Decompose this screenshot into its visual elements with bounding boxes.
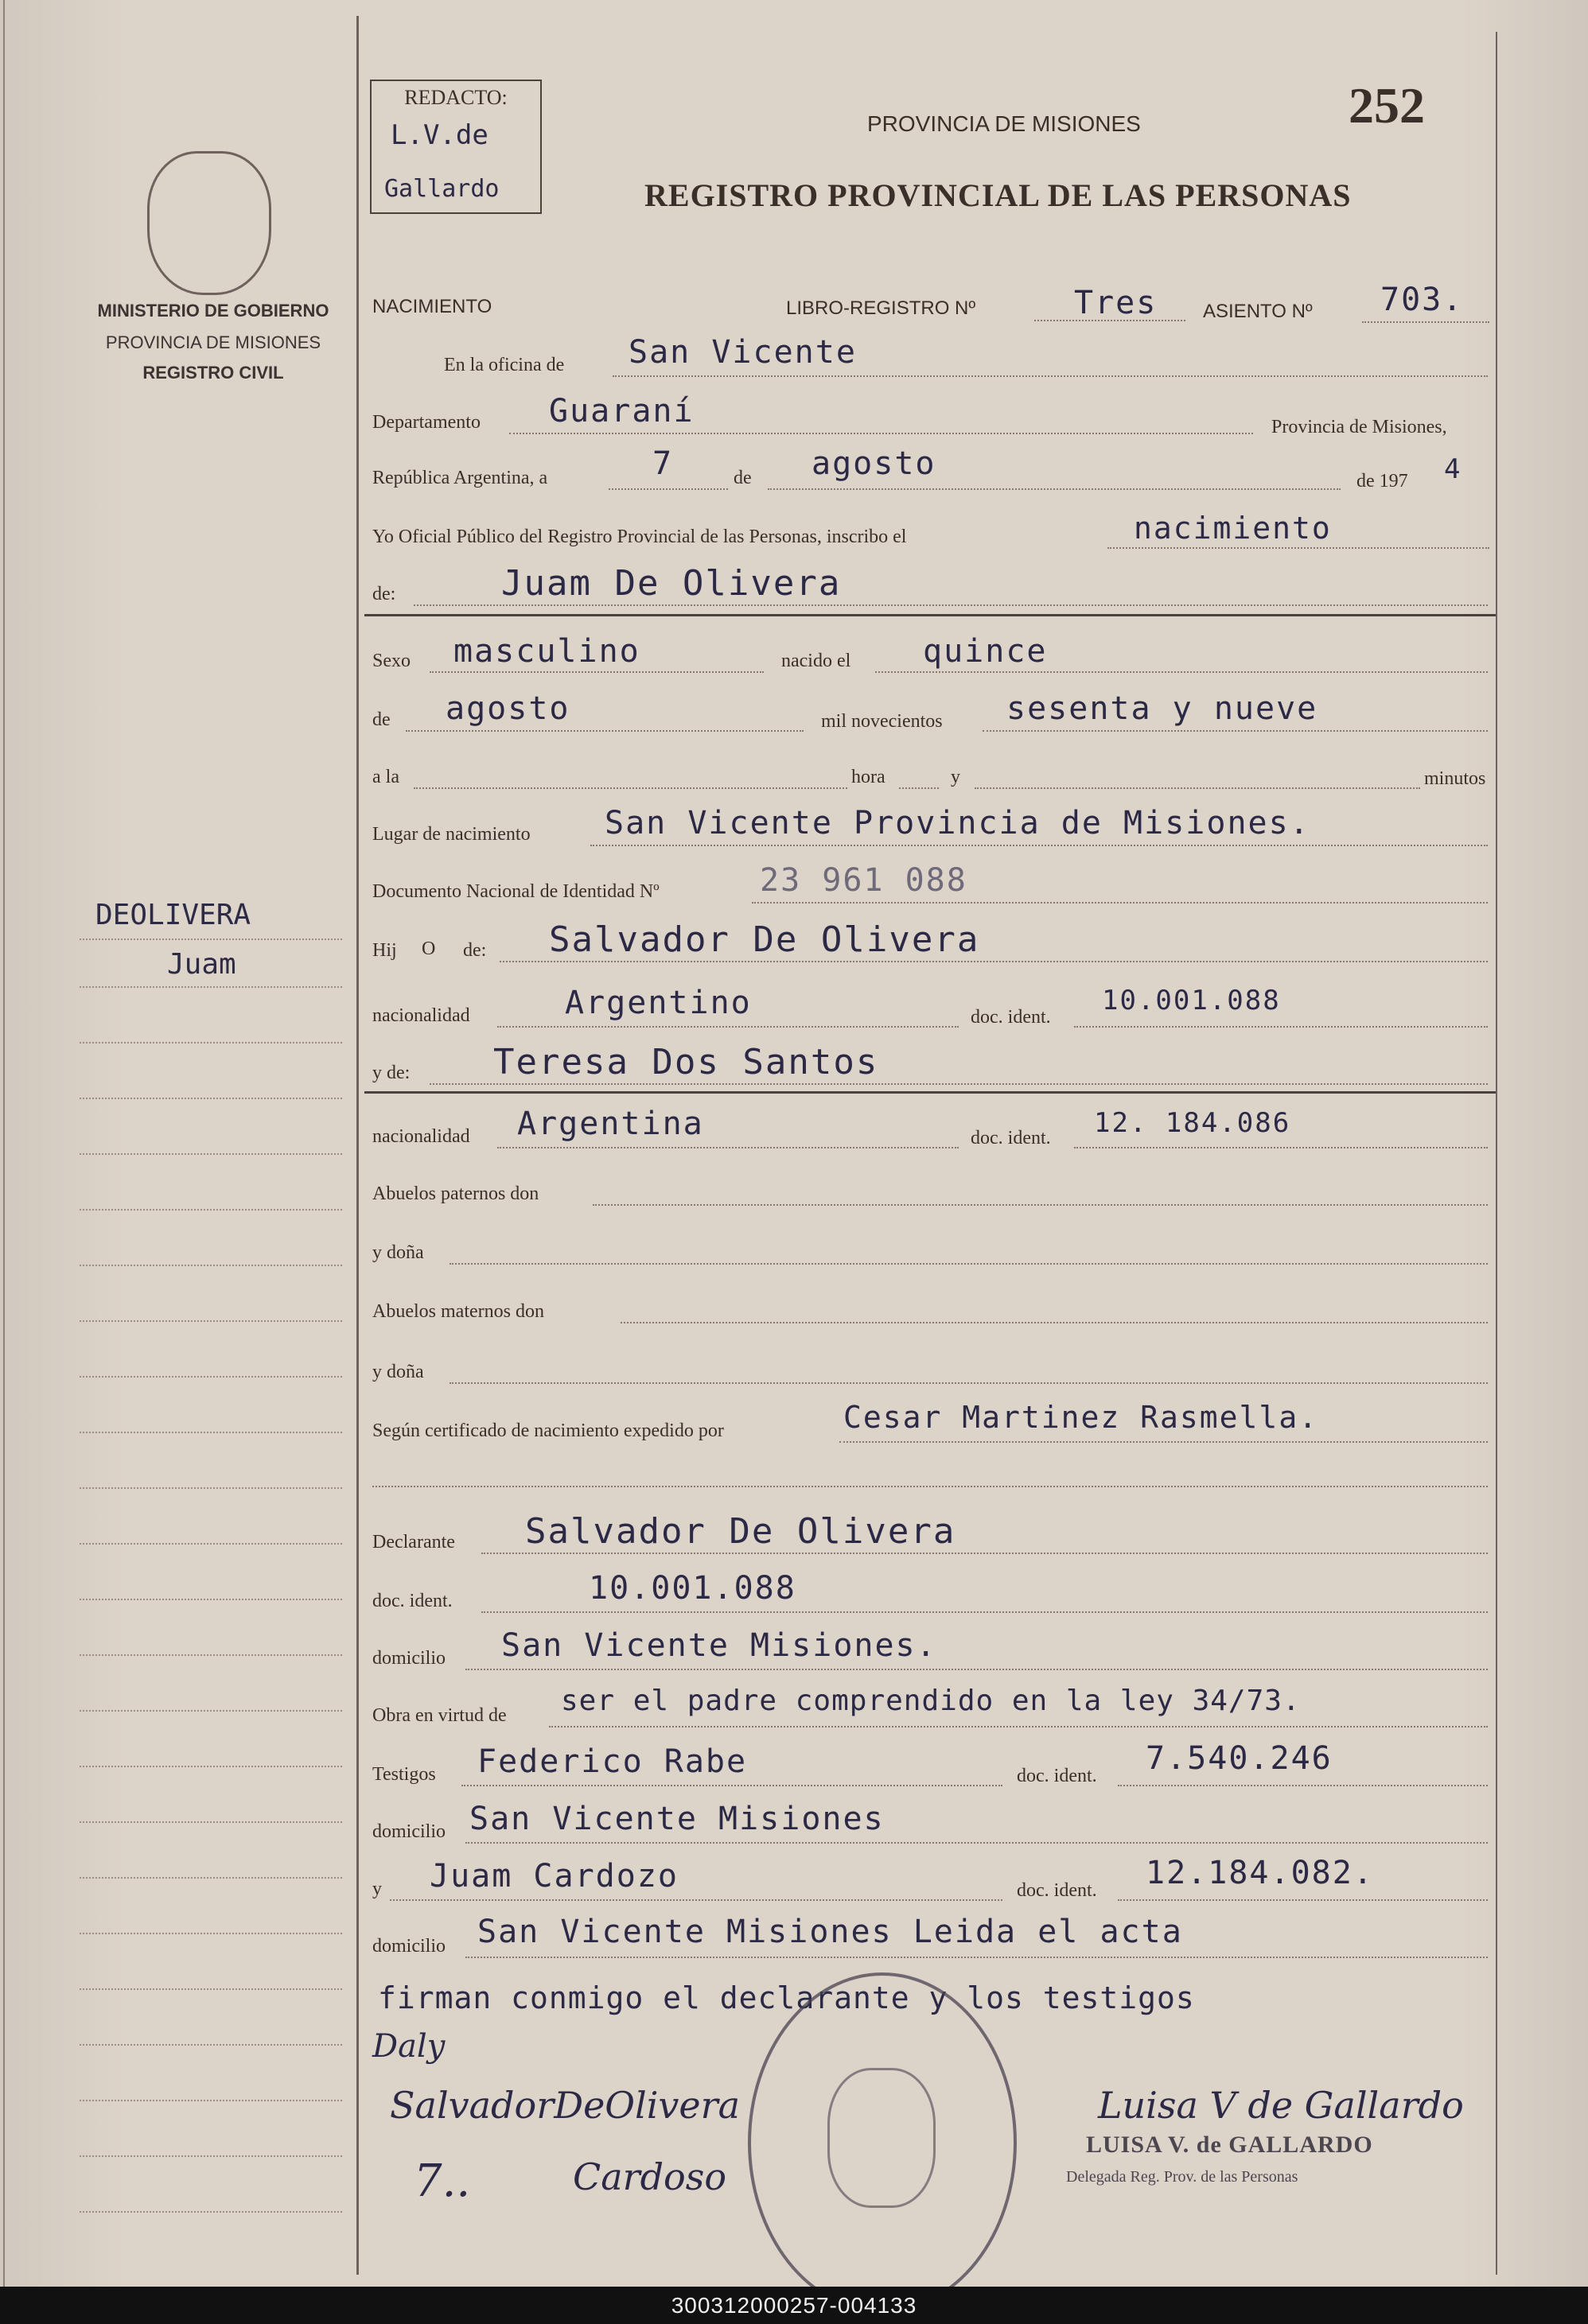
doc3-label: doc. ident.: [372, 1591, 453, 1611]
left-heading-ministry: MINISTERIO DE GOBIERNO: [97, 301, 329, 321]
padre-value: Salvador De Olivera: [549, 919, 980, 960]
yde-label: y de:: [372, 1063, 411, 1083]
margin-rule: [80, 1543, 342, 1545]
margin-rule: [80, 2155, 342, 2157]
right-page-border: [1496, 32, 1497, 2275]
left-margin-divider: [356, 16, 359, 2275]
declarante-line: [481, 1553, 1488, 1554]
abuelos-maternos-label: Abuelos maternos don: [372, 1301, 544, 1322]
signature-oficial: Luisa V de Gallardo: [1098, 2084, 1464, 2127]
hijo-label: Hij: [372, 940, 397, 961]
margin-rule: [80, 1654, 342, 1656]
departamento-value: Guaraní: [549, 393, 695, 429]
persona-line: [414, 604, 1488, 606]
y-label: y: [951, 767, 960, 787]
margin-rule: [80, 986, 342, 988]
mes-value: agosto: [812, 445, 936, 482]
sexo-line: [430, 671, 764, 673]
doc2-line: [1074, 1147, 1488, 1148]
hora-line: [414, 787, 847, 789]
obra-line: [549, 1726, 1488, 1727]
margin-rule: [80, 1042, 342, 1043]
domicilio2-value: San Vicente Misiones: [469, 1801, 885, 1837]
departamento-label: Departamento: [372, 412, 481, 433]
divider-rule: [364, 1091, 1496, 1094]
de2-label: de: [372, 709, 391, 730]
doc3-value: 10.001.088: [589, 1570, 796, 1607]
padre-line: [500, 961, 1488, 962]
province-seal-icon: [147, 151, 271, 295]
libro-value: Tres: [1074, 285, 1158, 321]
declarante-value: Salvador De Olivera: [525, 1511, 956, 1552]
doc5-value: 12.184.082.: [1146, 1855, 1374, 1891]
nac1-value: Argentino: [565, 985, 752, 1021]
firma-line-text: firman conmigo el declarante y los testigos: [378, 1980, 1195, 2015]
dia-value: 7: [652, 445, 674, 482]
nac1-line: [497, 1026, 959, 1028]
margin-rule: [80, 1821, 342, 1823]
divider-rule: [364, 614, 1496, 616]
certificado-line: [839, 1441, 1488, 1443]
dni-line: [752, 902, 1488, 904]
margin-rule: [80, 1376, 342, 1378]
oficial-label: Yo Oficial Público del Registro Provincial de las Personas, inscribo el: [372, 527, 907, 547]
lugar-label: Lugar de nacimiento: [372, 824, 531, 845]
redacto-box: [370, 80, 542, 214]
provincia-suffix: Provincia de Misiones,: [1271, 417, 1447, 437]
hora-line-2: [899, 787, 939, 789]
y-dona-label-2: y doña: [372, 1362, 424, 1382]
certificado-value: Cesar Martinez Rasmella.: [843, 1400, 1319, 1435]
doc1-label: doc. ident.: [971, 1007, 1051, 1028]
mil-value: sesenta y nueve: [1006, 690, 1318, 727]
anio-value: 4: [1444, 453, 1462, 485]
domicilio2-line: [465, 1842, 1488, 1844]
oficina-value: San Vicente: [629, 334, 857, 371]
margin-rule: [80, 2211, 342, 2213]
nac2-line: [497, 1147, 959, 1148]
lugar-value: San Vicente Provincia de Misiones.: [605, 805, 1310, 841]
oficina-line: [613, 375, 1488, 377]
signature-testigo1: 7..: [414, 2155, 471, 2207]
nacido-line: [875, 671, 1488, 673]
doc1-value: 10.001.088: [1102, 985, 1281, 1016]
testigo1-value: Federico Rabe: [477, 1743, 748, 1780]
margin-rule: [80, 1432, 342, 1433]
doc5-label: doc. ident.: [1017, 1880, 1097, 1901]
margin-rule: [80, 1710, 342, 1712]
dni-label: Documento Nacional de Identidad Nº: [372, 881, 660, 902]
mes-line: [768, 488, 1341, 490]
mil-line: [983, 730, 1488, 732]
oficial-line: [1107, 547, 1489, 549]
asiento-value: 703.: [1380, 282, 1464, 318]
barcode-strip: [0, 2287, 1588, 2324]
testigo1-line: [461, 1785, 1002, 1786]
margin-rule: [80, 1877, 342, 1879]
dia-line: [609, 488, 728, 490]
mil-label: mil novecientos: [821, 711, 943, 732]
hijo-letter: O: [422, 939, 436, 959]
y-dona-line-1: [450, 1263, 1488, 1265]
sexo-label: Sexo: [372, 651, 411, 671]
binding-edge: [3, 0, 5, 2287]
madre-line: [430, 1083, 1488, 1085]
minutos-line: [975, 787, 1420, 789]
persona-value: Juam De Olivera: [501, 563, 842, 604]
signature-declarante: SalvadorDeOlivera: [390, 2084, 741, 2127]
hijo-de: de:: [463, 940, 487, 961]
domicilio1-value: San Vicente Misiones.: [501, 1627, 937, 1664]
de-persona-label: de:: [372, 584, 396, 604]
margin-rule: [80, 1320, 342, 1322]
margin-rule: [80, 2100, 342, 2101]
nacido-value: quince: [923, 633, 1048, 670]
certificado-label: Según certificado de nacimiento expedido por: [372, 1420, 724, 1441]
margin-rule: [80, 2044, 342, 2046]
abuelos-maternos-line: [621, 1322, 1488, 1323]
signature-initials: Daly: [372, 2028, 446, 2065]
nac2-value: Argentina: [517, 1106, 704, 1142]
obra-value: ser el padre comprendido en la ley 34/73.: [561, 1685, 1301, 1717]
barcode-text: 300312000257-004133: [671, 2293, 917, 2318]
abuelos-paternos-line: [593, 1204, 1488, 1206]
left-heading-province: PROVINCIA DE MISIONES: [105, 332, 321, 352]
doc2-label: doc. ident.: [971, 1128, 1051, 1148]
oficial-value: nacimiento: [1134, 511, 1332, 546]
declarante-label: Declarante: [372, 1532, 455, 1553]
margin-surname: DEOLIVERA: [95, 899, 251, 931]
domicilio1-line: [465, 1669, 1488, 1670]
left-heading-registry: REGISTRO CIVIL: [142, 363, 284, 383]
doc4-line: [1118, 1785, 1488, 1786]
margin-rule: [80, 1209, 342, 1211]
obra-label: Obra en virtud de: [372, 1705, 507, 1726]
domicilio3-line: [465, 1957, 1488, 1958]
lugar-line: [590, 845, 1488, 846]
oficina-label: En la oficina de: [444, 355, 565, 375]
nac2-label: nacionalidad: [372, 1126, 470, 1147]
margin-rule: [80, 1933, 342, 1934]
testigo2-line: [390, 1899, 1002, 1901]
republica-label: República Argentina, a: [372, 468, 548, 488]
margin-rule: [80, 1153, 342, 1155]
anio-label: de 197: [1356, 471, 1408, 492]
domicilio3-value: San Vicente Misiones Leida el acta: [477, 1914, 1183, 1950]
doc4-value: 7.540.246: [1146, 1740, 1333, 1777]
nacimiento-label: NACIMIENTO: [372, 296, 492, 317]
nac1-label: nacionalidad: [372, 1005, 470, 1026]
header-province: PROVINCIA DE MISIONES: [867, 111, 1141, 136]
hora-label: hora: [851, 767, 885, 787]
margin-rule: [80, 939, 342, 940]
header-registry-title: REGISTRO PROVINCIAL DE LAS PERSONAS: [644, 177, 1352, 213]
margin-rule: [80, 1487, 342, 1489]
oficial-typed-name: LUISA V. de GALLARDO: [1086, 2132, 1373, 2158]
mes2-value: agosto: [446, 690, 570, 727]
margin-rule: [80, 1599, 342, 1600]
dni-value: 23 961 088: [760, 862, 967, 899]
margin-rule: [80, 1265, 342, 1266]
de-label: de: [734, 468, 752, 488]
domicilio1-label: domicilio: [372, 1648, 446, 1669]
minutos-label: minutos: [1424, 768, 1486, 789]
asiento-line: [1362, 321, 1489, 323]
margin-rule: [80, 1766, 342, 1767]
doc3-line: [481, 1611, 1488, 1613]
margin-given-name: Juam: [167, 948, 236, 981]
y-dona-line-2: [450, 1382, 1488, 1384]
certificado-line-2: [372, 1486, 1488, 1487]
y2-label: y: [372, 1879, 382, 1899]
oficial-typed-title: Delegada Reg. Prov. de las Personas: [1066, 2168, 1298, 2186]
a-la-label: a la: [372, 767, 399, 787]
domicilio3-label: domicilio: [372, 1936, 446, 1957]
signature-testigo2: Cardoso: [573, 2155, 727, 2198]
doc4-label: doc. ident.: [1017, 1766, 1097, 1786]
nacido-label: nacido el: [781, 651, 851, 671]
departamento-line: [509, 433, 1253, 434]
mes2-line: [406, 730, 804, 732]
asiento-label: ASIENTO Nº: [1203, 301, 1313, 322]
abuelos-paternos-label: Abuelos paternos don: [372, 1183, 539, 1204]
testigo2-value: Juam Cardozo: [430, 1858, 679, 1895]
y-dona-label-1: y doña: [372, 1242, 424, 1263]
testigos-label: Testigos: [372, 1764, 436, 1785]
margin-rule: [80, 1988, 342, 1990]
margin-rule: [80, 1098, 342, 1099]
redacto-initials: L.V.de: [391, 119, 488, 151]
doc5-line: [1118, 1899, 1488, 1901]
stamp-emblem-icon: [827, 2068, 936, 2208]
sexo-value: masculino: [453, 633, 640, 670]
madre-value: Teresa Dos Santos: [493, 1042, 879, 1082]
domicilio2-label: domicilio: [372, 1821, 446, 1842]
redacto-surname: Gallardo: [384, 175, 500, 203]
doc1-line: [1074, 1026, 1488, 1028]
doc2-value: 12. 184.086: [1094, 1107, 1291, 1139]
page-number: 252: [1349, 77, 1425, 134]
libro-label: LIBRO-REGISTRO Nº: [786, 297, 976, 319]
redacto-label: REDACTO:: [404, 86, 508, 109]
